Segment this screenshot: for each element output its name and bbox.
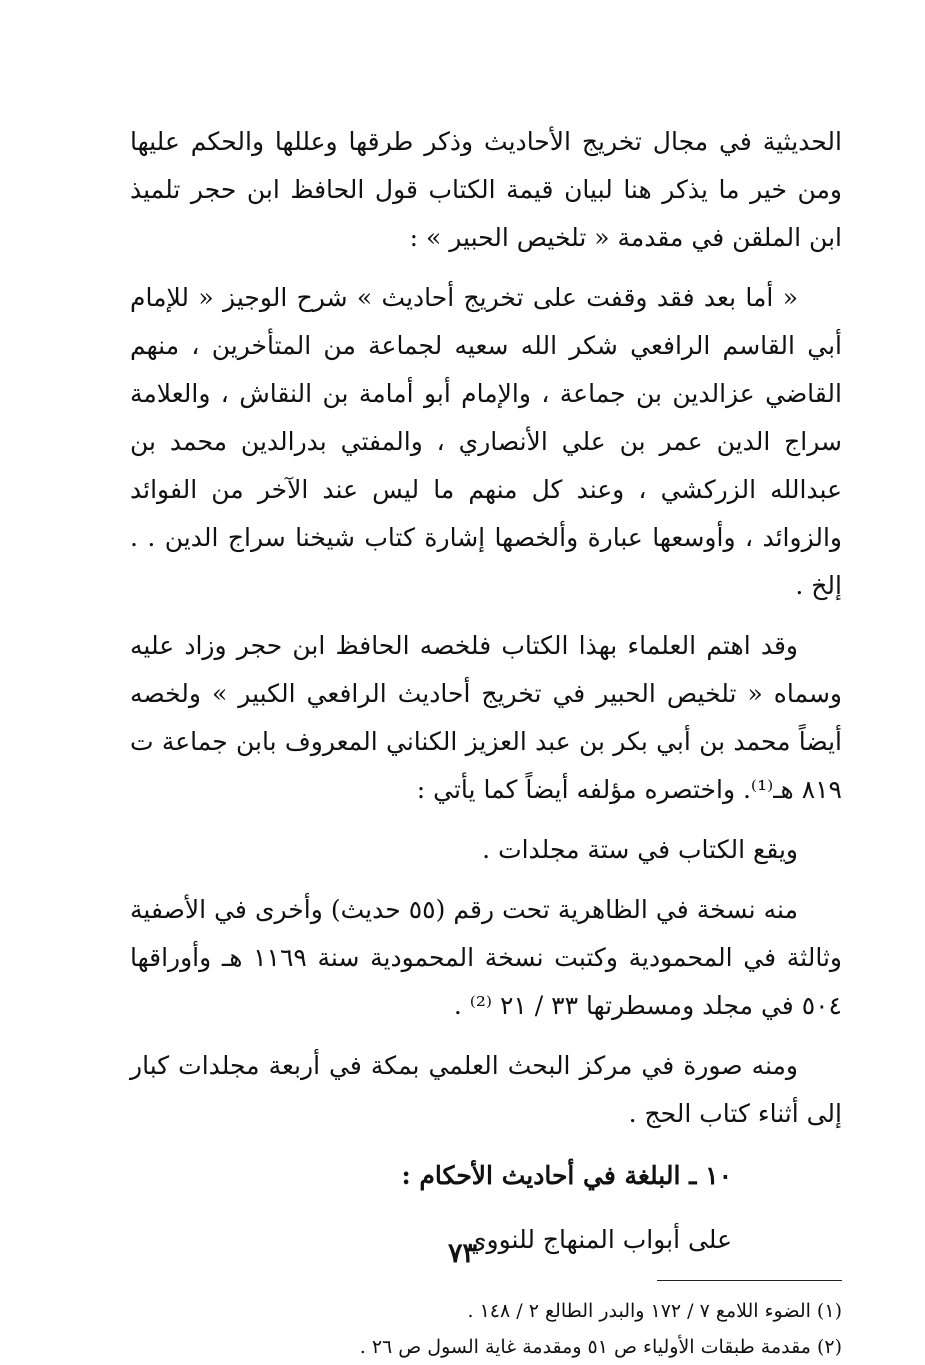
section-heading: ١٠ ـ البلغة في أحاديث الأحكام : — [401, 1161, 732, 1190]
paragraph-copy-makkah: ومنه صورة في مركز البحث العلمي بمكة في أربعة مجلدات كبار إلى أثناء كتاب الحج . — [130, 1051, 842, 1128]
paragraph-quote-ibn-hajar: « أما بعد فقد وقفت على تخريج أحاديث » شرح الوجيز « للإمام أبي القاسم الرافعي شكر الله سعيه لجماعة من المتأخرين ، منهم القاضي عزالدين بن جماعة ، والإمام أبو أمامة بن النقاش ، والعلامة سراج الدين عمر بن علي الأنصاري ، والمفتي بدرالدين محمد بن عبدالله الزركشي ، وعند كل منهم ما ليس عند الآخر من الفوائد والزوائد ، وأوسعها عبارة وألخصها إشارة كتاب شيخنا سراج الدين . . إلخ . — [130, 283, 842, 600]
page-number: ٧٣ — [447, 1238, 477, 1269]
footnote-1: (١) الضوء اللامع ٧ / ١٧٢ والبدر الطالع ٢ / ١٤٨ . — [467, 1300, 842, 1322]
section-subheading: على أبواب المنهاج للنووي — [466, 1225, 732, 1254]
footnote-2: (٢) مقدمة طبقات الأولياء ص ٥١ ومقدمة غاية السول ص ٢٦ . — [359, 1336, 842, 1358]
page-content — [130, 118, 842, 1358]
paragraph-manuscripts: منه نسخة في الظاهرية تحت رقم (٥٥ حديث) وأخرى في الأصفية وثالثة في المحمودية وكتبت نسخة المحمودية سنة ١١٦٩ هـ وأوراقها ٥٠٤ في مجلد ومسطرتها ٣٣ / ٢١ ⁽²⁾ . — [130, 895, 842, 1020]
paragraph-volumes: ويقع الكتاب في ستة مجلدات . — [482, 835, 798, 864]
paragraph-intro: الحديثية في مجال تخريج الأحاديث وذكر طرقها وعللها والحكم عليها ومن خير ما يذكر هنا لبيان قيمة الكتاب قول الحافظ ابن حجر تلميذ ابن الملقن في مقدمة « تلخيص الحبير » : — [130, 127, 842, 252]
paragraph-talkhis-habir: وقد اهتم العلماء بهذا الكتاب فلخصه الحافظ ابن حجر وزاد عليه وسماه « تلخيص الحبير في تخريج أحاديث الرافعي الكبير » ولخصه أيضاً محمد بن أبي بكر بن عبد العزيز الكناني المعروف بابن جماعة ت ٨١٩ هـ⁽¹⁾. واختصره مؤلفه أيضاً كما يأتي : — [130, 631, 842, 804]
footnote-divider — [657, 1280, 842, 1281]
